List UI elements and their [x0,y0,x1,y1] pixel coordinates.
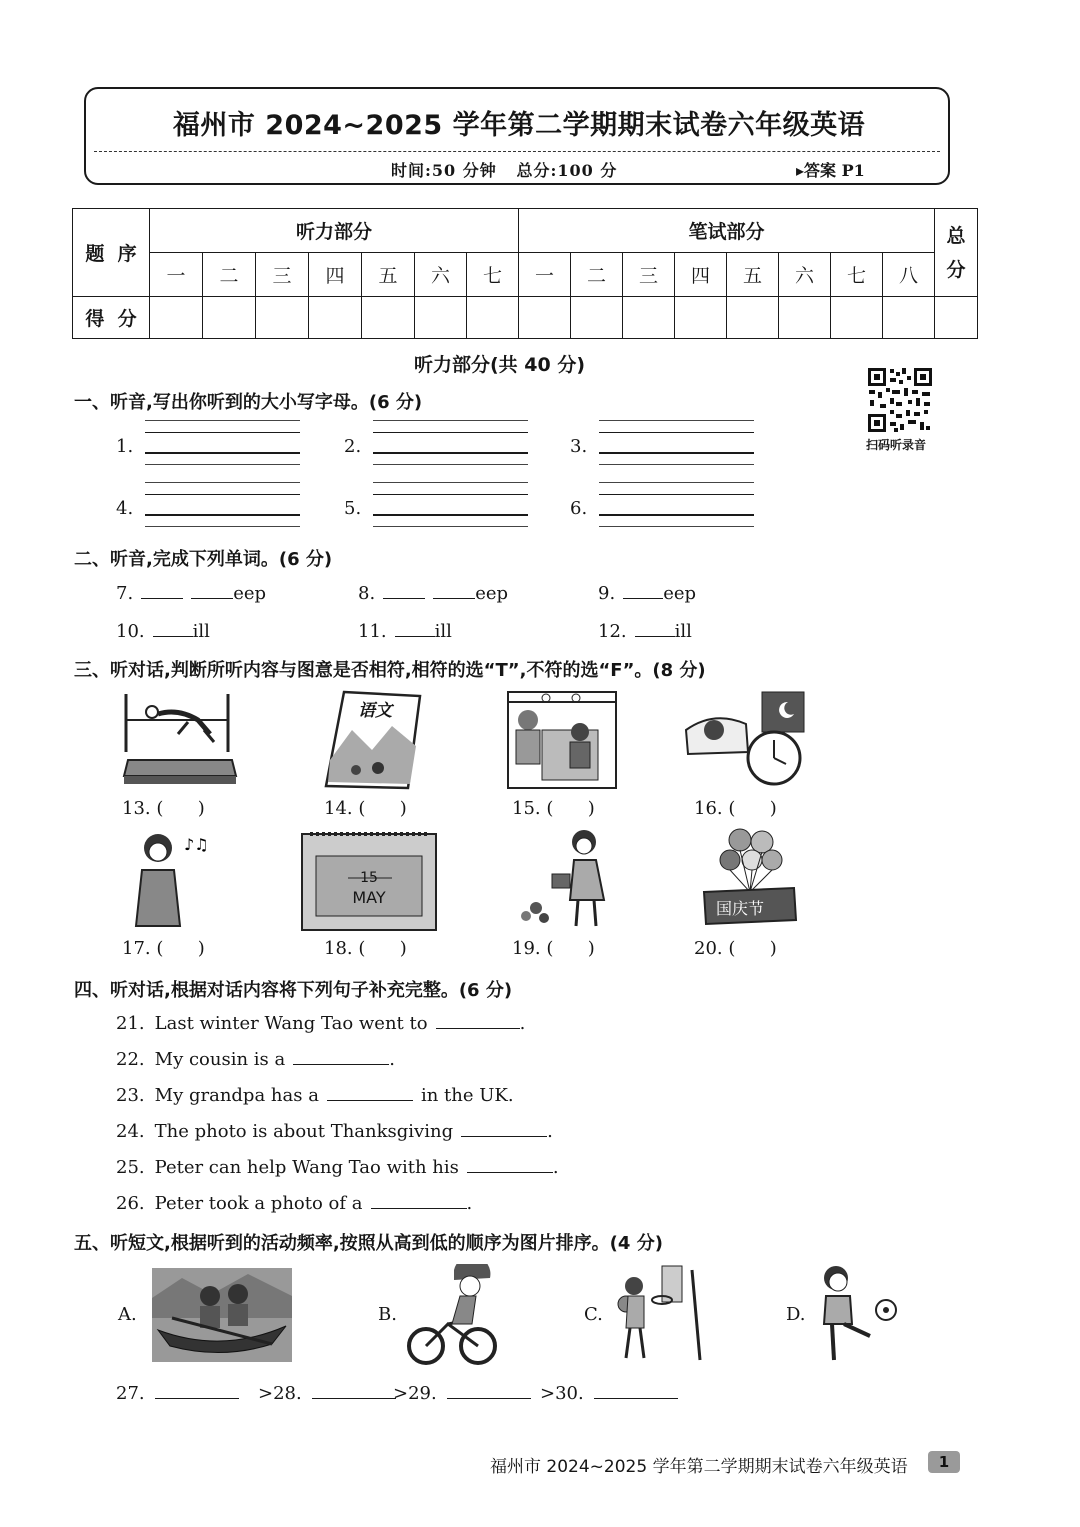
listening-col-2: 二 [203,253,256,297]
basketball-picture [612,1262,704,1362]
book-title: 语文 [358,701,392,721]
calendar-day: 15 [360,870,378,886]
rowing-picture [152,1268,292,1362]
sentence-ending: . [552,1157,559,1178]
answer-blank[interactable] [461,1118,547,1137]
word-suffix: ill [674,621,692,642]
writing-guide-line[interactable] [599,452,754,454]
writing-col-4: 四 [675,253,727,297]
bus-picture [506,690,618,790]
writing-guide-line[interactable] [599,420,754,421]
order-number: >30. [540,1383,584,1404]
answer-blank[interactable] [594,1380,678,1399]
word-suffix: eep [663,583,697,604]
score-cell[interactable] [467,297,519,339]
writing-col-1: 一 [519,253,571,297]
word-suffix: ill [192,621,210,642]
sentence-item [116,1190,472,1214]
writing-col-8: 八 [883,253,935,297]
sentence-text: Peter took a photo of a [154,1193,363,1214]
writing-guide-line[interactable] [145,482,300,483]
banner-label: 国庆节 [716,899,765,918]
sentence-number: 23. [116,1085,145,1106]
tf-answer-20[interactable]: 20. ( ) [694,938,777,959]
order-number: >28. [258,1383,302,1404]
score-cell[interactable] [309,297,362,339]
word-item-number: 12. [598,621,627,642]
high-jump-picture [118,690,242,790]
score-cell[interactable] [779,297,831,339]
answer-blank[interactable] [141,580,183,599]
order-number: >29. [393,1383,437,1404]
sentence-item [116,1154,559,1178]
total-header: 总分 [935,209,978,297]
answer-blank[interactable] [395,618,435,637]
tf-answer-18[interactable]: 18. ( ) [324,938,407,959]
letter-item-number: 3. [570,436,588,457]
score-cell[interactable] [727,297,779,339]
listening-col-3: 三 [256,253,309,297]
listening-col-1: 一 [150,253,203,297]
sentence-number: 21. [116,1013,145,1034]
title-divider [94,151,940,152]
tf-answer-13[interactable]: 13. ( ) [122,798,205,819]
writing-guide-line[interactable] [599,526,754,527]
writing-guide-line[interactable] [145,452,300,454]
score-cell[interactable] [519,297,571,339]
writing-guide-line[interactable] [145,526,300,527]
letter-item-number: 4. [116,498,134,519]
writing-header: 笔试部分 [519,209,935,253]
word-item [358,580,508,604]
writing-guide-line[interactable] [145,494,300,495]
word-suffix: eep [233,583,267,604]
svg-text:♪♫: ♪♫ [184,835,209,854]
writing-col-5: 五 [727,253,779,297]
order-slot [540,1380,678,1404]
word-item-number: 10. [116,621,145,642]
section2-heading: 二、听音,完成下列单词。(6 分) [74,549,333,570]
word-item [598,580,696,604]
section4-heading: 四、听对话,根据对话内容将下列句子补充完整。(6 分) [74,980,513,1001]
writing-col-2: 二 [571,253,623,297]
letter-item-number: 1. [116,436,134,457]
cycling-picture [406,1264,498,1368]
writing-guide-line[interactable] [599,432,754,433]
score-cell[interactable] [831,297,883,339]
score-label: 得 分 [73,297,150,339]
word-item [598,618,692,642]
score-cell[interactable] [150,297,203,339]
answer-blank[interactable] [447,1380,531,1399]
sentence-number: 25. [116,1157,145,1178]
writing-guide-line[interactable] [599,514,754,516]
row-label: 题 序 [73,209,150,297]
answer-blank[interactable] [433,580,475,599]
sentence-ending: . [547,1121,553,1142]
writing-guide-line[interactable] [373,526,528,527]
writing-guide-line[interactable] [373,482,528,483]
writing-guide-line[interactable] [599,482,754,483]
listening-header: 听力部分 [150,209,519,253]
sleeping-picture [684,690,806,790]
sentence-item [116,1046,395,1070]
watering-picture [514,826,616,930]
score-cell[interactable] [362,297,415,339]
sentence-text: The photo is about Thanksgiving [154,1121,454,1142]
writing-guide-line[interactable] [373,464,528,465]
exam-meta: 时间:50 分钟 总分:100 分 [391,161,618,180]
word-item [116,580,266,604]
qr-caption: 扫码听录音 [866,438,927,452]
sentence-ending: . [466,1193,473,1214]
section5-heading: 五、听短文,根据听到的活动频率,按照从高到低的顺序为图片排序。(4 分) [74,1233,663,1254]
sentence-text: Last winter Wang Tao went to [154,1013,428,1034]
writing-guide-line[interactable] [373,494,528,495]
option-label: A. [118,1304,137,1325]
order-slot [116,1380,239,1404]
option-label: C. [584,1304,603,1325]
word-item-number: 9. [598,583,616,604]
order-number: 27. [116,1383,145,1404]
sentence-text: My cousin is a [154,1049,286,1070]
listening-title: 听力部分(共 40 分) [414,354,586,376]
score-cell[interactable] [935,297,978,339]
sentence-number: 22. [116,1049,145,1070]
answer-blank[interactable] [467,1154,553,1173]
answer-blank[interactable] [153,618,193,637]
chinese-book-picture [322,690,422,792]
tf-answer-17[interactable]: 17. ( ) [122,938,205,959]
order-slot [258,1380,396,1404]
score-cell[interactable] [571,297,623,339]
writing-col-3: 三 [623,253,675,297]
option-label: D. [786,1304,806,1325]
writing-guide-line[interactable] [145,432,300,433]
writing-guide-line[interactable] [599,494,754,495]
answer-blank[interactable] [327,1082,413,1101]
writing-col-7: 七 [831,253,883,297]
answer-blank[interactable] [155,1380,239,1399]
word-item-number: 7. [116,583,134,604]
tf-answer-19[interactable]: 19. ( ) [512,938,595,959]
answer-blank[interactable] [436,1010,520,1029]
word-suffix: ill [434,621,452,642]
singing-picture [128,830,218,930]
answer-blank[interactable] [371,1190,467,1209]
tf-answer-15[interactable]: 15. ( ) [512,798,595,819]
score-cell[interactable] [203,297,256,339]
sentence-item [116,1118,553,1142]
answer-blank[interactable] [312,1380,396,1399]
option-label: B. [378,1304,397,1325]
writing-guide-line[interactable] [145,514,300,516]
order-slot [393,1380,531,1404]
word-suffix: eep [475,583,509,604]
answer-blank[interactable] [293,1046,389,1065]
exam-title: 福州市 2024~2025 学年第二学期期末试卷六年级英语 [172,110,866,141]
listening-col-5: 五 [362,253,415,297]
writing-guide-line[interactable] [373,452,528,454]
sentence-ending: . [389,1049,395,1070]
sentence-number: 26. [116,1193,145,1214]
writing-guide-line[interactable] [599,464,754,465]
footer-title: 福州市 2024~2025 学年第二学期期末试卷六年级英语 [490,1457,908,1477]
writing-guide-line[interactable] [373,514,528,516]
writing-guide-line[interactable] [145,464,300,465]
letter-item-number: 6. [570,498,588,519]
letter-item-number: 2. [344,436,362,457]
score-table [72,208,978,339]
word-item-number: 11. [358,621,387,642]
calendar-picture [300,826,438,932]
answer-blank[interactable] [623,580,663,599]
tf-answer-14[interactable]: 14. ( ) [324,798,407,819]
sentence-number: 24. [116,1121,145,1142]
section3-heading: 三、听对话,判断所听内容与图意是否相符,相符的选“T”,不符的选“F”。(8 分) [74,660,706,681]
score-cell[interactable] [623,297,675,339]
title-box [84,87,950,185]
qr-code-icon [866,366,934,434]
page-number: 1 [928,1451,960,1473]
score-cell[interactable] [415,297,467,339]
answer-reference: ▸答案 P1 [796,161,865,180]
section1-heading: 一、听音,写出你听到的大小写字母。(6 分) [74,392,423,413]
letter-item-number: 5. [344,498,362,519]
writing-guide-line[interactable] [373,432,528,433]
sentence-item [116,1010,525,1034]
calendar-month: MAY [352,888,386,907]
answer-blank[interactable] [383,580,425,599]
national-day-picture [700,826,800,930]
sentence-text: Peter can help Wang Tao with his [154,1157,459,1178]
sentence-ending: . [519,1013,526,1034]
answer-blank[interactable] [635,618,675,637]
writing-guide-line[interactable] [145,420,300,421]
writing-guide-line[interactable] [373,420,528,421]
score-cell[interactable] [883,297,935,339]
answer-blank[interactable] [191,580,233,599]
score-cell[interactable] [675,297,727,339]
listening-col-7: 七 [467,253,519,297]
football-picture [814,1262,898,1368]
sentence-item [116,1082,514,1106]
listening-col-6: 六 [415,253,467,297]
writing-col-6: 六 [779,253,831,297]
sentence-text: My grandpa has a [154,1085,319,1106]
word-item [358,618,452,642]
listening-col-4: 四 [309,253,362,297]
score-cell[interactable] [256,297,309,339]
word-item [116,618,210,642]
tf-answer-16[interactable]: 16. ( ) [694,798,777,819]
word-item-number: 8. [358,583,376,604]
sentence-ending: in the UK. [420,1085,514,1106]
